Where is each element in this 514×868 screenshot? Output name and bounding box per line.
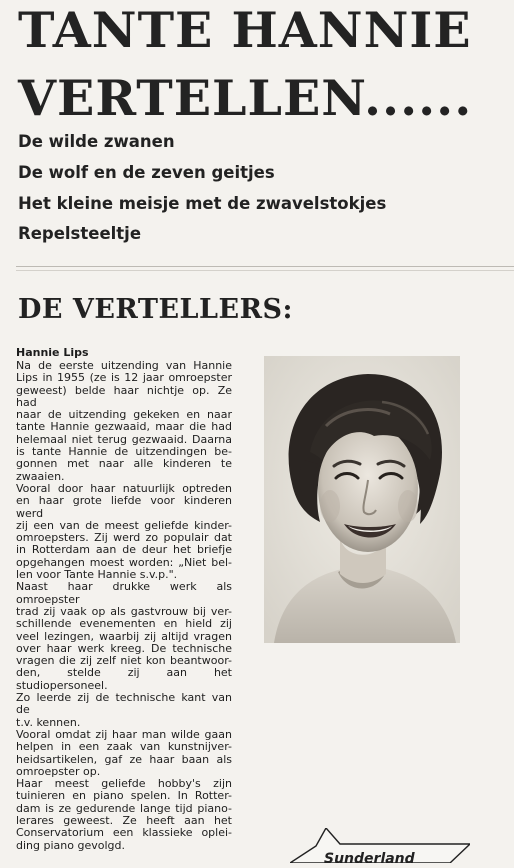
story-title-4: Repelsteeltje — [18, 224, 142, 243]
biography-line: Zo leerde zij de technische kant van de — [16, 691, 232, 717]
biography-line: naar de uitzending gekeken en naar — [16, 408, 232, 422]
biography-line: over haar werk kreeg. De technische — [16, 641, 232, 655]
biography-line: t.v. kennen. — [16, 715, 81, 729]
biography-line: gonnen met naar alle kinderen te — [16, 457, 232, 471]
biography-line: Conservatorium een klassieke oplei- — [16, 826, 232, 840]
biography-line: Vooral omdat zij haar man wilde gaan — [16, 727, 232, 741]
portrait-illustration — [264, 356, 460, 643]
biography-line: Naast haar drukke werk als omroepster — [16, 580, 232, 606]
biography-line: opgehangen moest worden: „Niet bel- — [16, 555, 232, 569]
biography-line: Vooral door haar natuurlijk optreden — [16, 481, 232, 495]
page-title-line-1: TANTE HANNIE — [18, 1, 472, 59]
biography-line: vragen die zij zelf niet kon beantwoor- — [16, 654, 232, 668]
narrator-portrait-photo — [264, 356, 460, 643]
page-title-line-2: VERTELLEN...... — [18, 69, 473, 127]
biography-line: lerares geweest. Ze heeft aan het — [16, 813, 232, 827]
narrator-biography — [16, 360, 232, 852]
biography-line: geweest) belde haar nichtje op. Ze had — [16, 383, 232, 409]
biography-line: zij een van de meest geliefde kinder- — [16, 518, 232, 532]
biography-line: zwaaien. — [16, 469, 65, 483]
biography-line: dam is ze gedurende lange tijd piano- — [16, 801, 232, 815]
biography-line: schillende evenementen en hield zij — [16, 617, 232, 631]
section-divider-shadow — [16, 270, 514, 271]
biography-line: Lips in 1955 (ze is 12 jaar omroepster — [16, 371, 232, 385]
biography-line: omroepster op. — [16, 764, 101, 778]
biography-line: heidsartikelen, gaf ze haar baan als — [16, 752, 232, 766]
biography-line: tante Hannie gezwaaid, maar die had — [16, 420, 232, 434]
sunderland-badge — [290, 828, 470, 867]
biography-line: den, stelde zij aan het studiopersoneel. — [16, 666, 232, 692]
biography-line: trad zij vaak op als gastvrouw bij ver- — [16, 604, 232, 618]
biography-line: is tante Hannie de uitzendingen be- — [16, 445, 232, 459]
biography-line: Haar meest geliefde hobby's zijn — [16, 777, 232, 791]
biography-line: helemaal niet terug gezwaaid. Daarna — [16, 432, 232, 446]
narrator-name: Hannie Lips — [16, 346, 89, 359]
section-title: DE VERTELLERS: — [18, 294, 294, 325]
story-title-1: De wilde zwanen — [18, 132, 175, 151]
badge-label: Sunderland — [324, 851, 415, 867]
section-divider — [16, 266, 514, 267]
story-title-3: Het kleine meisje met de zwavelstokjes — [18, 194, 387, 213]
biography-line: ding piano gevolgd. — [16, 838, 125, 852]
biography-line: omroepsters. Zij werd zo populair dat — [16, 531, 232, 545]
biography-line: en haar grote liefde voor kinderen werd — [16, 494, 232, 520]
biography-line: veel lezingen, waarbij zij altijd vragen — [16, 629, 232, 643]
story-title-2: De wolf en de zeven geitjes — [18, 163, 275, 182]
biography-line: in Rotterdam aan de deur het briefje — [16, 543, 232, 557]
biography-line: Na de eerste uitzending van Hannie — [16, 359, 232, 372]
biography-line: len voor Tante Hannie s.v.p.". — [16, 568, 178, 582]
biography-line: tuinieren en piano spelen. In Rotter- — [16, 789, 232, 803]
biography-line: helpen in een zaak van kunstnijver- — [16, 740, 232, 754]
